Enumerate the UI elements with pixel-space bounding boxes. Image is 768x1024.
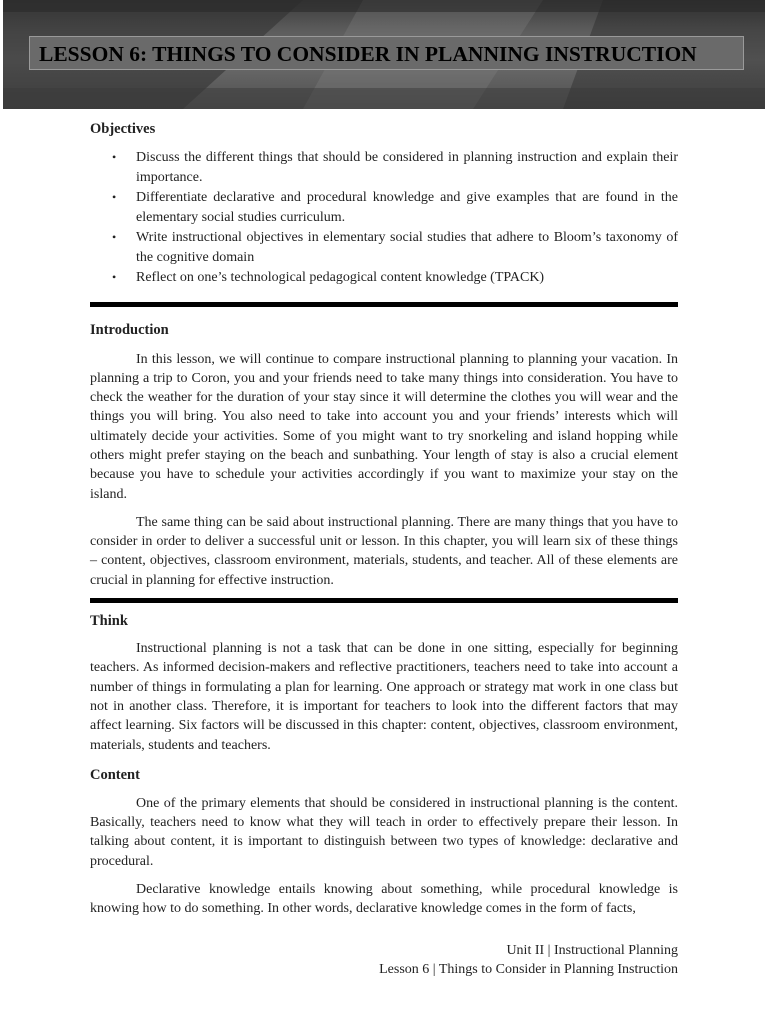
objective-item	[90, 268, 678, 288]
bullet-icon: •	[112, 190, 117, 204]
objective-item	[90, 188, 678, 227]
objective-text: Write instructional objectives in elementary social studies that adhere to Bloom’s taxonomy of the cognitive domain	[136, 230, 678, 265]
lesson-title: LESSON 6: THINGS TO CONSIDER IN PLANNING INSTRUCTION	[29, 36, 744, 70]
think-paragraph: Instructional planning is not a task that can be done in one sitting, especially for beginning teachers. As informed decision-makers and reflective practitioners, teachers need to take into account a number of things in formulating a plan for learning. One approach or strategy mat work in one class but not in another class. Therefore, it is important for teachers to look into the different factors that may affect learning. Six factors will be discussed in this chapter: content, objectives, classroom environment, materials, students and teachers.	[90, 641, 678, 753]
objectives-heading: Objectives	[90, 121, 156, 137]
section-divider	[90, 302, 678, 307]
objectives-list	[90, 148, 678, 288]
header-banner	[3, 0, 765, 109]
think-heading: Think	[90, 613, 128, 630]
page-footer	[379, 941, 678, 979]
content-paragraph: Declarative knowledge entails knowing about something, while procedural knowledge is knowing how to do something. In other words, declarative knowledge comes in the form of facts,	[90, 882, 678, 917]
objective-text: Differentiate declarative and procedural knowledge and give examples that are found in the elementary social studies curriculum.	[136, 190, 678, 225]
bullet-icon: •	[112, 270, 117, 284]
footer-unit: Unit II | Instructional Planning	[506, 943, 678, 958]
introduction-heading: Introduction	[90, 321, 169, 338]
introduction-paragraph: In this lesson, we will continue to compare instructional planning to planning your vacation. In planning a trip to Coron, you and your friends need to take many things into consideration. You have to check the weather for the duration of your stay since it will determine the clothes you will wear and the things you will bring. You also need to take into account you and your friends’ interests which will ultimately decide your activities. Some of you might want to try snorkeling and island hopping while others might prefer staying on the beach and sunbathing. Your length of stay is also a crucial element because you have to schedule your activities accordingly if you want to maximize your stay on the island.	[90, 351, 678, 502]
page-content	[90, 119, 678, 919]
bullet-icon: •	[112, 150, 117, 164]
objective-text: Discuss the different things that should be considered in planning instruction and explain their importance.	[136, 150, 678, 185]
introduction-paragraph: The same thing can be said about instructional planning. There are many things that you have to consider in order to deliver a successful unit or lesson. In this chapter, you will learn six of these things – content, objectives, classroom environment, materials, students, and teacher. All of these elements are crucial in planning for effective instruction.	[90, 514, 678, 588]
objective-text: Reflect on one’s technological pedagogical content knowledge (TPACK)	[136, 270, 545, 285]
content-heading: Content	[90, 766, 140, 783]
bullet-icon: •	[112, 230, 117, 244]
content-paragraph: One of the primary elements that should be considered in instructional planning is the content. Basically, teachers need to know what they will teach in order to effectively prepare their lesson. In talking about content, it is important to distinguish between two types of knowledge: declarative and procedural.	[90, 795, 678, 869]
objective-item	[90, 228, 678, 267]
objective-item	[90, 148, 678, 187]
section-divider	[90, 598, 678, 603]
footer-lesson: Lesson 6 | Things to Consider in Planning Instruction	[379, 962, 678, 977]
